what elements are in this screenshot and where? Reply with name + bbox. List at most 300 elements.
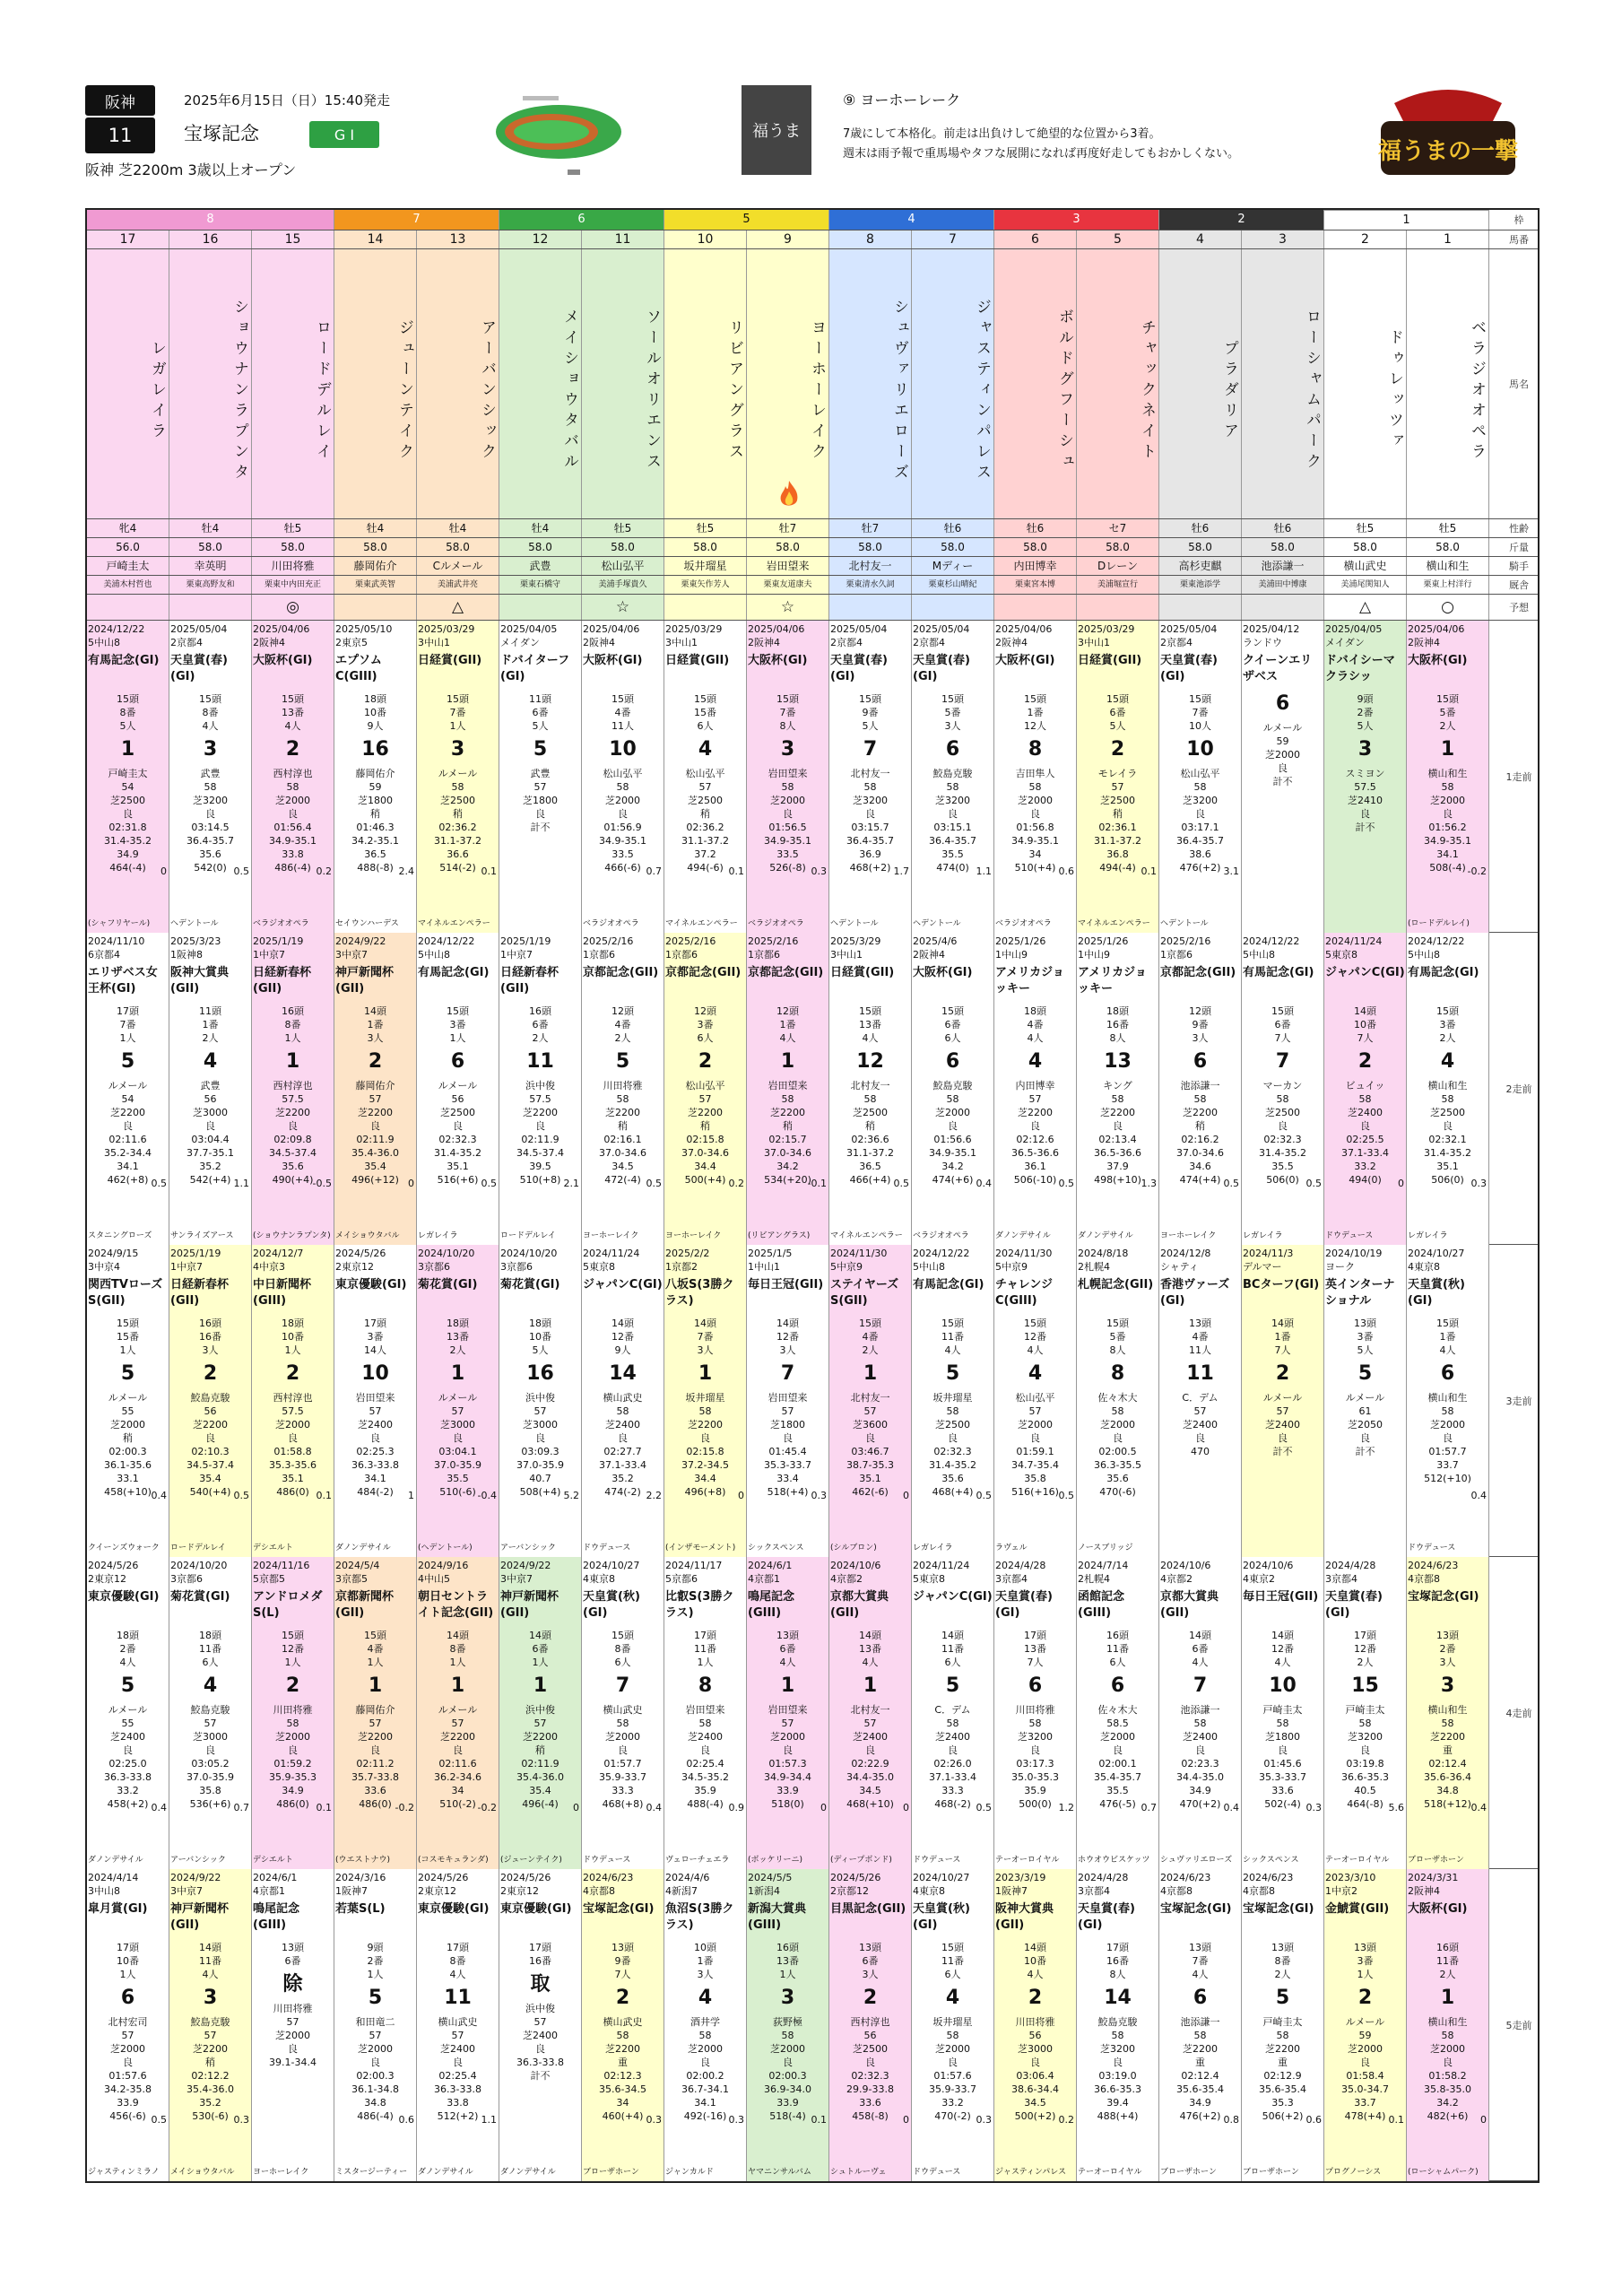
race-field-w: 57 [369,1718,382,1729]
race-field-h: 18頭 [282,1318,304,1329]
race-field-c: 芝2050 [1348,1419,1383,1431]
race-field-l: 36.8 [1106,848,1129,860]
sex-age: 牡6 [1242,519,1324,537]
race-field-w: 58 [1276,1093,1289,1105]
finish-position: 10 [609,738,637,761]
label-past-race: 4走前 [1505,1708,1532,1719]
finish-position: 5 [1275,1987,1290,2009]
race-field-g: 7番 [449,707,466,718]
carried-weight: 56.0 [87,538,169,556]
jockey-name: 川田将雅 [252,557,334,575]
race-field-s: 良 [700,1432,710,1444]
race-field-b: 506(-10) [1013,1174,1057,1186]
race-field-w: 58 [616,1405,629,1417]
race-field-t: 02:25.4 [686,1758,724,1770]
race-field-w: 58 [1111,1405,1124,1417]
race-field-c: 芝2000 [1265,749,1300,761]
race-field-k: 11人 [1189,1344,1211,1356]
race-field-l: 38.6 [1189,848,1211,860]
race-field-c: 芝2400 [110,1731,145,1743]
race-field-l: 36.5 [364,848,386,860]
trainer-name: 美浦尾関知人 [1324,576,1407,594]
race-field-t: 01:59.2 [273,1758,312,1770]
past-race-cell [747,621,829,933]
trainer-name: 美浦堀宣行 [1077,576,1159,594]
time-gap: 0.1 [316,1490,332,1501]
race-field-c: 芝2000 [605,1731,640,1743]
winner-name: メイショウタバル [335,1231,400,1240]
race-field-h: 14頭 [447,1630,469,1641]
race-field-s: 良 [1113,1432,1123,1444]
past-race-cell [1242,1245,1324,1557]
race-name: 京都大賞典(GII) [1160,1590,1219,1620]
race-date: 2025/04/06 [583,623,640,635]
race-field-g: 10番 [117,1955,139,1967]
race-field-j: 横山和生 [1427,1704,1468,1716]
prediction-mark [169,595,252,620]
race-name: 札幌記念(GII) [1078,1278,1154,1292]
race-field-f: 36.5-36.6 [1094,1147,1141,1159]
race-field-s: 良 [1443,1120,1453,1132]
race-field-j: ルメール [1345,1392,1385,1404]
race-field-s: 良 [288,808,298,820]
race-field-h: 13頭 [1189,1318,1211,1329]
race-field-f: 35.6-35.4 [1176,2083,1224,2095]
race-field-g: 1番 [779,1019,796,1031]
horse-name: ショウナンラプンタ [169,249,252,518]
past-race-cell [334,621,417,933]
winner-name: ダノンデサイル [335,1544,391,1552]
finish-position: 7 [615,1674,630,1697]
race-venue: 2京都12 [830,1885,869,1897]
race-date: 2024/7/14 [1078,1560,1129,1571]
race-field-l: 35.1 [1436,1161,1459,1172]
race-name: 宝塚記念(GI) [1160,1902,1232,1916]
race-field-c: 芝2000 [770,2043,805,2055]
past-race-cell [417,1245,499,1557]
race-name: 天皇賞(春)(GI) [170,654,228,683]
race-field-h: 14頭 [776,1318,799,1329]
race-venue: 2東京12 [500,1885,539,1897]
race-field-b: 468(-2) [934,1798,971,1810]
race-field-c: 芝2200 [1265,2043,1300,2055]
winner-name: ダノンデサイル [1078,1231,1133,1240]
race-date: 2024/12/22 [88,623,145,635]
race-field-b: 518(0) [771,1798,804,1810]
race-field-h: 18頭 [1024,1005,1046,1017]
race-field-c: 芝2200 [523,1107,558,1118]
race-field-h: 15頭 [1024,1318,1046,1329]
winner-name: ベラジオオペラ [913,1231,969,1240]
race-field-f: 31.1-37.2 [681,835,729,847]
finish-position: 2 [285,1674,300,1697]
jockey-row [87,557,1538,576]
race-field-b: 486(0) [359,1798,392,1810]
race-field-k: 1人 [119,1032,136,1044]
trainer-name: 栗東高野友和 [169,576,252,594]
race-field-k: 4人 [779,1657,796,1668]
race-field-l: 35.6 [941,1473,964,1484]
race-field-j: ルメール [438,768,478,779]
race-field-l: 34.2 [941,1161,964,1172]
sex-age: 牡4 [334,519,417,537]
carried-weight: 58.0 [912,538,994,556]
race-field-g: 3番 [1439,1019,1456,1031]
race-field-j: ルメール [438,1704,478,1716]
race-field-l: 34.5 [612,1161,634,1172]
race-field-l: 36.1 [1024,1161,1046,1172]
race-field-j: 武豊 [530,768,551,779]
past-race-cell [994,1869,1077,2181]
race-field-c: 芝2400 [935,1731,970,1743]
race-name: 京都記念(GII) [583,966,659,979]
race-venue: 4京都2 [830,1573,863,1585]
race-field-c: 芝2200 [688,1419,723,1431]
race-field-g: 7番 [697,1331,714,1343]
race-field-w: 57.5 [282,1405,304,1417]
race-field-w: 56 [204,1405,217,1417]
race-field-k: 2人 [862,1344,879,1356]
race-field-k: 1人 [284,1657,301,1668]
race-date: 2025/04/06 [995,623,1053,635]
label-past-race: 5走前 [1505,2020,1532,2031]
race-field-l: 34.4 [694,1161,716,1172]
race-name: BCターフ(GI) [1243,1278,1320,1292]
race-field-f: 31.1-37.2 [846,1147,894,1159]
race-field-t: 03:14.5 [191,822,230,833]
race-field-l: 34.9 [1189,2097,1211,2109]
prediction-mark [1242,595,1324,620]
race-field-g: 4番 [862,1331,879,1343]
finish-position: 6 [1110,1674,1125,1697]
race-field-s: 良 [1113,2057,1123,2068]
time-gap: 1 [408,1490,414,1501]
waku-cell: 1 [1324,210,1489,230]
race-date: 2024/5/26 [500,1872,551,1883]
race-field-s: 良 [865,1432,875,1444]
race-field-b: 494(-6) [687,862,724,874]
past-race-cell [334,1245,417,1557]
race-field-l: 35.6 [199,848,221,860]
race-field-b: 516(+6) [437,1174,479,1186]
past-race-cell [1407,1245,1489,1557]
race-field-t: 02:12.4 [1181,2070,1219,2082]
race-name: 神戸新聞杯(GII) [170,1902,230,1932]
race-field-w: 55 [121,1718,134,1729]
race-field-t: 02:15.8 [686,1134,724,1145]
race-field-b: 458(-8) [852,2110,889,2122]
winner-name: ドウデュース [583,1856,631,1865]
race-field-g: 13番 [859,1643,881,1655]
finish-position: 1 [450,1362,465,1385]
race-field-s: 良 [618,1744,628,1756]
race-field-g: 5番 [1439,707,1456,718]
race-field-t: 02:12.4 [1428,1758,1467,1770]
prediction-mark: ◎ [252,595,334,620]
prediction-mark: ☆ [582,595,664,620]
race-field-j: 川田将雅 [603,1080,643,1091]
finish-position: 取 [530,1973,551,1996]
race-field-w: 57 [533,781,547,793]
race-field-k: 10人 [1189,720,1211,732]
time-gap: 0.4 [1223,1802,1239,1813]
race-date: 2024/11/24 [583,1248,640,1259]
race-field-h: 18頭 [529,1318,551,1329]
finish-position: 2 [1028,1987,1043,2009]
race-field-h: 13頭 [1189,1942,1211,1953]
time-gap: 0 [903,1802,909,1813]
race-date: 2025/05/04 [170,623,228,635]
finish-position: 6 [1275,692,1290,715]
race-name: 八坂S(3勝クラス) [665,1278,734,1308]
race-field-w: 58 [1028,1718,1042,1729]
race-field-k: 4人 [944,1344,961,1356]
race-field-h: 15頭 [941,1942,964,1953]
race-field-c: 芝3000 [440,1419,475,1431]
race-field-f: 36.6-35.3 [1341,1771,1389,1783]
race-field-c: 芝2400 [358,1419,393,1431]
race-field-c: 芝2200 [770,1107,805,1118]
prediction-mark: △ [417,595,499,620]
race-field-b: 478(+4) [1344,2110,1386,2122]
race-field-w: 58 [781,1093,794,1105]
race-field-k: 5人 [862,720,879,732]
race-field-j: ルメール [438,1392,478,1404]
race-field-w: 58 [1276,1718,1289,1729]
label-sexage: 性齢 [1509,523,1529,535]
race-field-h: 12頭 [776,1005,799,1017]
race-field-h: 15頭 [1271,1005,1294,1017]
race-field-t: 02:12.6 [1016,1134,1054,1145]
prediction-mark [1077,595,1159,620]
time-gap: 0.1 [316,1802,332,1813]
past-race-cell [499,1245,582,1557]
horse-number: 15 [252,230,334,248]
race-field-g: 3番 [367,1331,384,1343]
race-venue: 4京都1 [253,1885,285,1897]
race-field-s: 良 [1443,2057,1453,2068]
race-field-b: 516(+16) [1011,1486,1059,1498]
race-field-t: 03:09.3 [521,1446,559,1457]
race-venue: 3京都4 [1325,1573,1357,1585]
race-field-t: 02:23.3 [1181,1758,1219,1770]
race-date: 2025/04/12 [1243,623,1300,635]
finish-position: 2 [1110,738,1125,761]
time-gap: 0.7 [233,1802,249,1813]
race-field-t: 02:25.5 [1346,1134,1384,1145]
race-venue: 4京都8 [1243,1885,1275,1897]
horse-name: メイショウタバル [499,249,582,518]
race-field-h: 13頭 [1271,1942,1294,1953]
horse-name-row [87,249,1538,519]
race-field-w: 61 [1358,1405,1372,1417]
race-field-k: 5人 [532,1344,549,1356]
race-date: 2024/3/16 [335,1872,386,1883]
race-date: 2024/9/22 [335,935,386,947]
race-venue: 2東京12 [418,1885,456,1897]
race-field-g: 4番 [1192,1331,1209,1343]
race-field-w: 58 [1441,1093,1454,1105]
finish-position: 6 [450,1050,465,1073]
past-race-cell [994,933,1077,1245]
race-venue: ランドウ [1243,637,1282,648]
race-field-c: 芝2000 [935,1107,970,1118]
race-field-f: 35.6-36.4 [1424,1771,1471,1783]
race-field-b: 518(-4) [769,2110,806,2122]
race-name: ドバイターフ(GI) [500,654,570,683]
race-date: 2024/12/8 [1160,1248,1211,1259]
race-venue: 1中山9 [1078,949,1110,961]
time-gap: 2.1 [563,1178,579,1189]
time-gap: 0.8 [1223,2114,1239,2126]
past-race-cell [582,1557,664,1869]
race-name: 京都記念(GII) [748,966,824,979]
race-field-g: 12番 [1354,1643,1376,1655]
past-race-cell [417,1557,499,1869]
race-field-g: 11番 [941,1955,964,1967]
time-gap: 0.5 [233,865,249,877]
finish-position: 7 [1275,1050,1290,1073]
race-field-h: 15頭 [612,1630,634,1641]
finish-position: 2 [1357,1987,1373,2009]
race-date: 2025/1/5 [748,1248,793,1259]
past-race-cell [829,1557,912,1869]
past-race-cell [1242,933,1324,1245]
race-field-f: 35.6-35.4 [1259,2083,1306,2095]
race-field-t: 01:57.7 [1428,1446,1467,1457]
race-field-b: 計不 [1272,1446,1293,1457]
race-name: 菊花賞(GI) [500,1278,560,1292]
race-field-h: 15頭 [1024,693,1046,705]
race-field-k: 4人 [202,1969,219,1980]
race-field-s: 稍 [865,1120,875,1132]
time-gap: 1.1 [481,2114,497,2126]
race-field-h: 13頭 [282,1942,304,1953]
race-field-k: 8人 [1109,1344,1126,1356]
race-field-c: 芝2000 [935,2043,970,2055]
race-field-b: 542(0) [194,862,227,874]
race-field-g: 10番 [1354,1019,1376,1031]
race-name: 日経新春杯(GII) [500,966,559,996]
race-field-h: 15頭 [1436,1005,1459,1017]
past-race-cell [582,621,664,933]
finish-position: 4 [203,1050,218,1073]
race-field-l: 35.5 [1271,1161,1294,1172]
race-field-s: 良 [1195,808,1205,820]
race-field-s: 稍 [783,1120,793,1132]
race-field-l: 39.5 [529,1161,551,1172]
race-field-s: 良 [1360,808,1370,820]
race-field-s: 良 [288,1120,298,1132]
race-name: 朝日セントライト記念(GII) [418,1590,494,1620]
waku-cell: 5 [664,210,829,230]
race-field-c: 芝3200 [1348,1731,1383,1743]
past-race-1-row [87,621,1538,933]
finish-position: 2 [615,1987,630,2009]
race-field-h: 14頭 [1271,1318,1294,1329]
race-field-h: 15頭 [199,693,221,705]
race-venue: 5京都5 [253,1573,285,1585]
finish-position: 3 [1440,1674,1455,1697]
race-field-j: 西村淳也 [273,1080,313,1091]
race-field-s: 良 [1278,762,1288,774]
race-field-s: 良 [123,2057,133,2068]
race-field-k: 5人 [1357,1344,1374,1356]
finish-position: 2 [368,1050,383,1073]
winner-name: ドウデュース [1325,1231,1374,1240]
trainer-name: 栗東杉山晴紀 [912,576,994,594]
past-race-cell [499,933,582,1245]
race-field-t: 01:45.6 [1263,1758,1302,1770]
race-field-k: 4人 [862,1032,879,1044]
race-field-t: 03:04.1 [438,1446,477,1457]
race-field-f: 35.3-35.6 [269,1459,317,1471]
race-field-k: 12人 [1024,720,1046,732]
race-field-b: 518(+4) [767,1486,809,1498]
past-race-cell [417,1869,499,2181]
race-field-h: 12頭 [694,1005,716,1017]
race-venue: 5中山8 [418,949,450,961]
race-field-b: 462(-6) [852,1486,889,1498]
finish-position: 1 [368,1674,383,1697]
race-field-f: 36.3-33.8 [434,2083,481,2095]
race-field-s: 良 [1195,1744,1205,1756]
race-field-f: 39.1-34.4 [269,2057,317,2068]
race-date: 2025/05/04 [913,623,970,635]
race-field-t: 02:25.0 [108,1758,147,1770]
race-venue: 4京都8 [1160,1885,1193,1897]
time-gap: 1.2 [1058,1802,1074,1813]
race-venue: 1中山1 [748,1261,780,1273]
race-date: 2025/05/04 [1160,623,1218,635]
past-race-cell [1407,1557,1489,1869]
race-field-t: 02:00.5 [1098,1446,1137,1457]
finish-position: 1 [450,1674,465,1697]
race-field-f: 36.3-33.8 [104,1771,152,1783]
past-race-cell [499,1557,582,1869]
race-venue: 2札幌4 [1078,1261,1110,1273]
race-field-b: 500(+2) [1014,2110,1056,2122]
race-field-l: 35.2 [612,1473,634,1484]
past-race-cell [417,621,499,933]
past-race-cell [664,1869,747,2181]
label-waku: 枠 [1514,214,1524,226]
finish-position: 5 [945,1362,960,1385]
race-date: 2025/04/06 [253,623,310,635]
race-field-l: 33.9 [776,1785,799,1796]
race-field-f: 37.0-34.6 [599,1147,646,1159]
race-field-j: 鮫島克駿 [190,1392,230,1404]
race-field-w: 58 [946,781,959,793]
race-field-s: 稍 [1195,1120,1205,1132]
race-field-c: 芝3200 [1183,795,1218,806]
time-gap: 1.7 [893,865,909,877]
race-name: 大阪杯(GI) [1408,654,1468,667]
race-field-l: 40.5 [1354,1785,1376,1796]
finish-position: 14 [609,1362,637,1385]
race-field-h: 17頭 [1354,1630,1376,1641]
race-field-w: 57 [451,1718,464,1729]
race-field-f: 38.6-34.4 [1011,2083,1059,2095]
race-field-l: 33.4 [776,1473,799,1484]
race-name: エプソムC(GIII) [335,654,382,683]
race-field-g: 6番 [532,1019,549,1031]
race-field-g: 7番 [119,1019,136,1031]
race-field-b: 512(+10) [1424,1473,1471,1484]
race-venue: 1阪神8 [170,949,203,961]
race-field-l: 35.8 [1024,1473,1046,1484]
race-venue: 2阪神4 [583,637,615,648]
